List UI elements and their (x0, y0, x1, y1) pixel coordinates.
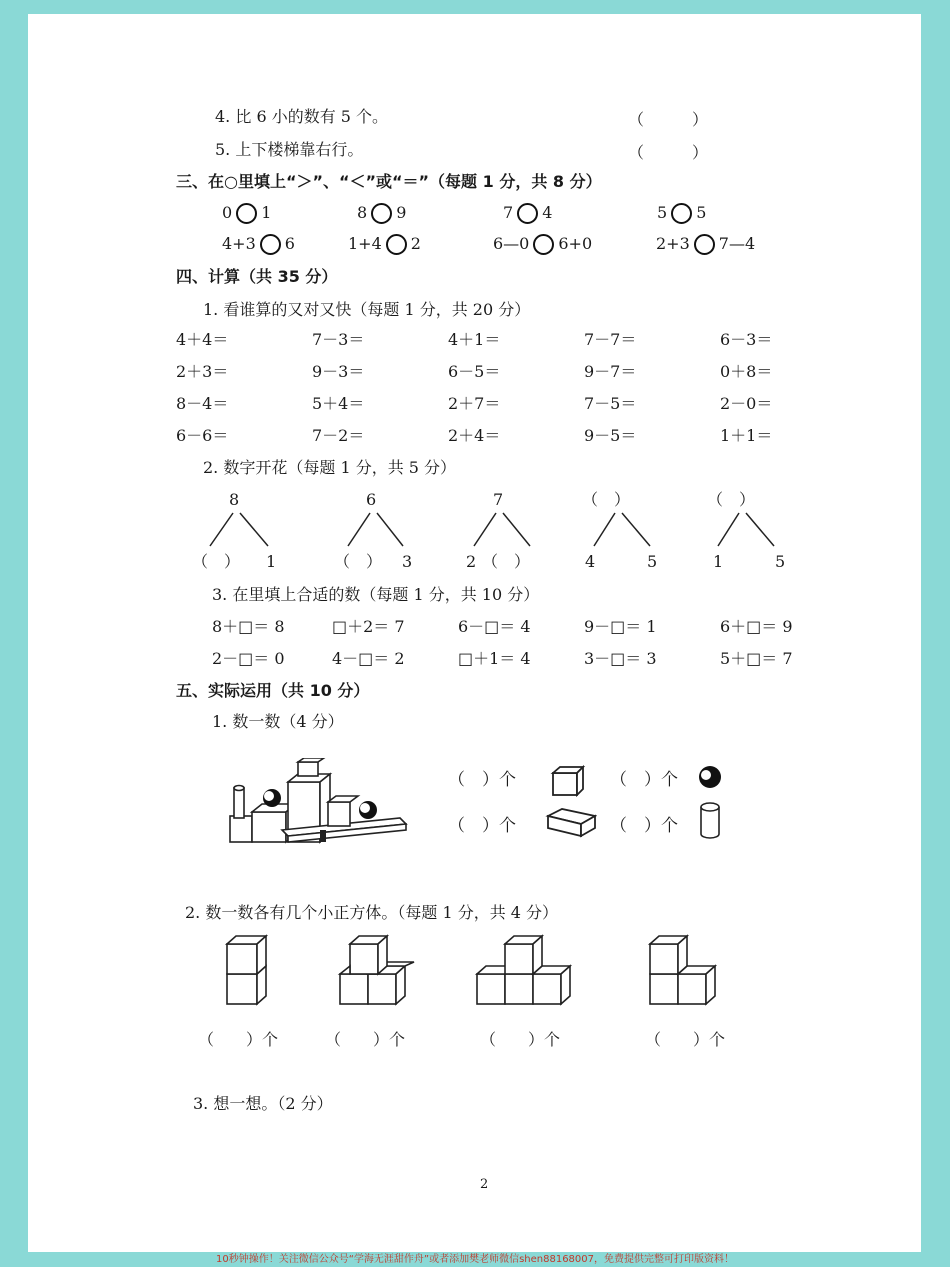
compare-item: 0 1 (222, 203, 272, 222)
fill-box-item[interactable]: □＋1＝ 4 (458, 649, 531, 668)
calc-item: 4＋4＝ (176, 330, 229, 349)
calc-item: 2＋4＝ (448, 426, 501, 445)
count-q1-title: 1. 数一数（4 分） (212, 712, 344, 731)
cube-stacks (220, 932, 740, 1012)
calc-item: 6－6＝ (176, 426, 229, 445)
count-ball-answer[interactable]: （ ）个 (610, 770, 678, 790)
calc-item: 1＋1＝ (720, 426, 773, 445)
fill-box-item[interactable]: 6＋□＝ 9 (720, 617, 793, 636)
tree-branch-left (718, 513, 739, 546)
count-cylinder-answer[interactable]: （ ）个 (610, 816, 678, 836)
section5-title: 五、实际运用（共 10 分） (176, 681, 370, 700)
fill-box-item[interactable]: 6－□＝ 4 (458, 617, 531, 636)
calc-item: 0＋8＝ (720, 362, 773, 381)
sphere-icon (696, 763, 724, 791)
count-cube-answer[interactable]: （ ）个 (448, 770, 516, 790)
page-number: 2 (480, 1177, 489, 1192)
cube-icon (550, 764, 586, 798)
calc-item: 4＋1＝ (448, 330, 501, 349)
calc-item: 2＋3＝ (176, 362, 229, 381)
tree-left[interactable]: （ ） (334, 552, 383, 571)
tree-branch-right (377, 513, 403, 546)
calc-item: 7－3＝ (312, 330, 365, 349)
count-cuboid-answer[interactable]: （ ）个 (448, 816, 516, 836)
calc-item: 7－5＝ (584, 394, 637, 413)
section3-title: 三、在○里填上“＞”、“＜”或“＝”（每题 1 分，共 8 分） (176, 172, 602, 191)
compare-item: 2+3 7—4 (656, 234, 756, 253)
cylinder-icon (698, 801, 722, 841)
calc-item: 2－0＝ (720, 394, 773, 413)
calc-item: 9－5＝ (584, 426, 637, 445)
tree-right: 5 (647, 552, 658, 571)
cube-stack-2 (340, 936, 414, 1004)
cube-count-answer-3[interactable]: （ ）个 (480, 1030, 561, 1049)
judge-item-4: 4. 比 6 小的数有 5 个。 (215, 107, 389, 126)
tree-branch-right (240, 513, 268, 546)
tree-top: 8 (229, 490, 240, 509)
cube-stack-3 (477, 936, 570, 1004)
footer-banner: 10秒钟操作！关注微信公众号“学海无涯甜作舟”或者添加樊老师微信shen88168007，免费提供完整可打印版资料！ (215, 1254, 735, 1265)
calc-item: 7－2＝ (312, 426, 365, 445)
tree-top[interactable]: （ ） (707, 490, 756, 509)
calc-item: 5＋4＝ (312, 394, 365, 413)
calc-item: 6－3＝ (720, 330, 773, 349)
fill-box-item[interactable]: 2－□＝ 0 (212, 649, 285, 668)
tree-branch-left (210, 513, 233, 546)
cube-count-answer-1[interactable]: （ ）个 (198, 1030, 279, 1049)
cube-count-answer-4[interactable]: （ ）个 (645, 1030, 726, 1049)
compare-item: 8 9 (357, 203, 407, 222)
fill-box-item[interactable]: 8＋□＝ 8 (212, 617, 285, 636)
fill-box-item[interactable]: 9－□＝ 1 (584, 617, 657, 636)
tree-top: 6 (366, 490, 377, 509)
tree-branch-left (594, 513, 615, 546)
think-title: 3. 想一想。（2 分） (193, 1094, 333, 1113)
compare-item: 6—0 6+0 (493, 234, 593, 253)
tree-right[interactable]: （ ） (482, 552, 531, 571)
tree-right: 3 (402, 552, 413, 571)
cube-count-answer-2[interactable]: （ ）个 (325, 1030, 406, 1049)
tree-branch-left (474, 513, 496, 546)
judge-answer-4[interactable]: （ ） (628, 110, 709, 129)
tree-branch-right (746, 513, 774, 546)
fill-box-item[interactable]: □＋2＝ 7 (332, 617, 405, 636)
calc-item: 9－3＝ (312, 362, 365, 381)
number-tree-lines (0, 0, 950, 600)
tree-left: 1 (713, 552, 724, 571)
compare-item: 5 5 (657, 203, 707, 222)
block-toy-illustration (222, 758, 412, 848)
calc-item: 7－7＝ (584, 330, 637, 349)
compare-item: 1+4 2 (348, 234, 421, 253)
tree-top: 7 (493, 490, 504, 509)
tree-branch-right (503, 513, 530, 546)
calc-item: 9－7＝ (584, 362, 637, 381)
fill-box-item[interactable]: 5＋□＝ 7 (720, 649, 793, 668)
compare-item: 4+3 6 (222, 234, 295, 253)
cube-stack-1 (227, 936, 266, 1004)
count-cubes-title: 2. 数一数各有几个小正方体。（每题 1 分，共 4 分） (185, 903, 559, 922)
compare-item: 7 4 (503, 203, 553, 222)
calc-item: 6－5＝ (448, 362, 501, 381)
tree-branch-right (622, 513, 650, 546)
cuboid-icon (545, 806, 597, 840)
tree-top[interactable]: （ ） (582, 490, 631, 509)
tree-right: 1 (266, 552, 277, 571)
q3-title: 3. 在里填上合适的数（每题 1 分，共 10 分） (212, 585, 540, 604)
tree-left: 4 (585, 552, 596, 571)
calc-item: 2＋7＝ (448, 394, 501, 413)
section4-title: 四、计算（共 35 分） (176, 267, 338, 286)
tree-left[interactable]: （ ） (192, 552, 241, 571)
tree-branch-left (348, 513, 370, 546)
q1-title: 1. 看谁算的又对又快（每题 1 分，共 20 分） (203, 300, 531, 319)
tree-right: 5 (775, 552, 786, 571)
q2-title: 2. 数字开花（每题 1 分，共 5 分） (203, 458, 457, 477)
tree-left: 2 (466, 552, 477, 571)
judge-answer-5[interactable]: （ ） (628, 143, 709, 162)
judge-item-5: 5. 上下楼梯靠右行。 (215, 140, 364, 159)
calc-item: 8－4＝ (176, 394, 229, 413)
cube-stack-4 (650, 936, 715, 1004)
fill-box-item[interactable]: 3－□＝ 3 (584, 649, 657, 668)
fill-box-item[interactable]: 4－□＝ 2 (332, 649, 405, 668)
